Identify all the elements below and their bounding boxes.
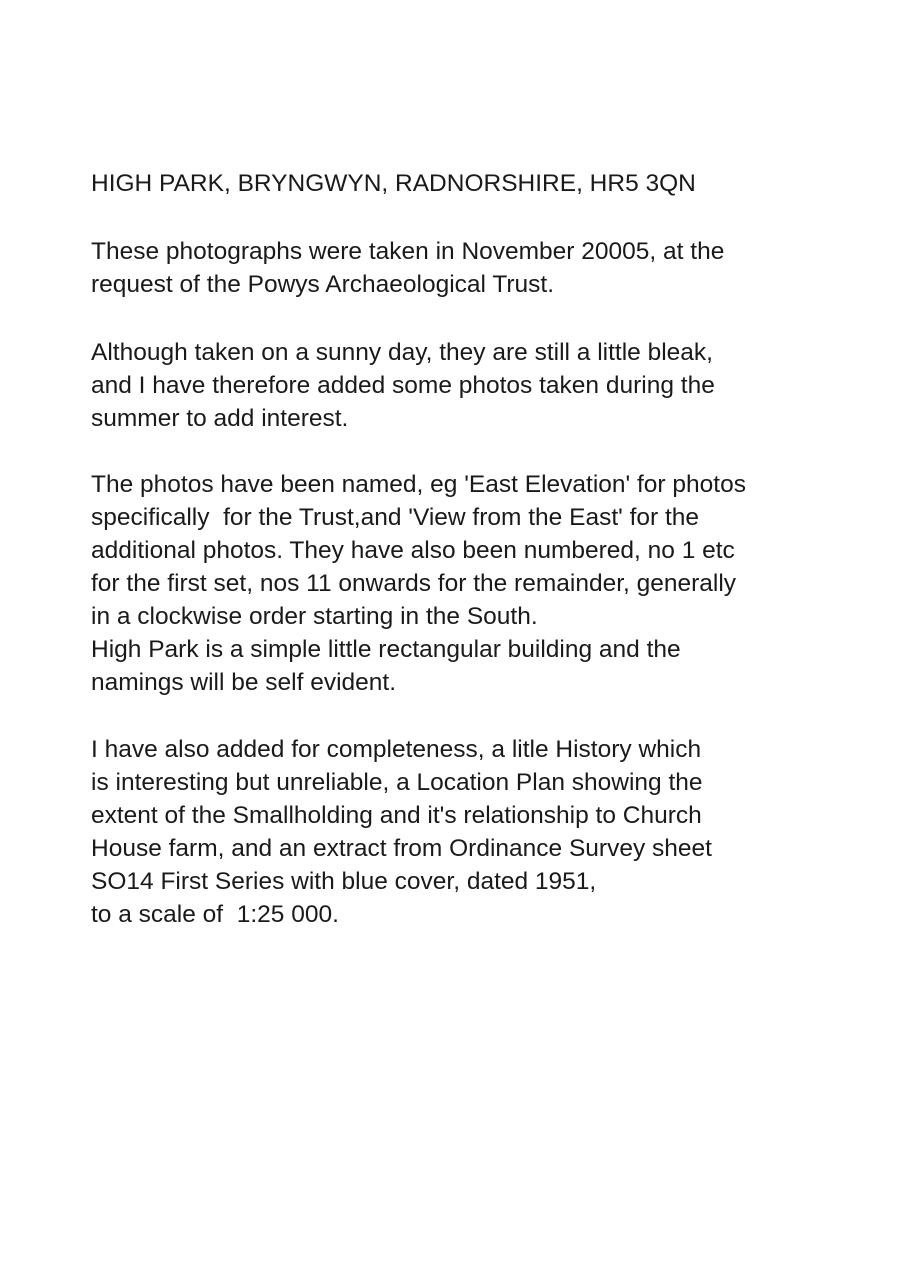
paragraph-2-line-3: summer to add interest. [91, 405, 349, 432]
paragraph-1-line-2: request of the Powys Archaeological Trust. [91, 271, 555, 298]
paragraph-2-line-1: Although taken on a sunny day, they are still a little bleak, [91, 339, 713, 366]
paragraph-3-line-5: in a clockwise order starting in the South. [91, 603, 538, 630]
paragraph-4-line-3: extent of the Smallholding and it's relationship to Church [91, 802, 702, 829]
paragraph-3-line-6: High Park is a simple little rectangular building and the [91, 636, 681, 663]
paragraph-2-line-2: and I have therefore added some photos taken during the [91, 372, 715, 399]
paragraph-3-line-1: The photos have been named, eg 'East Elevation' for photos [91, 471, 746, 498]
paragraph-4-line-6: to a scale of 1:25 000. [91, 901, 339, 928]
paragraph-4-line-2: is interesting but unreliable, a Location Plan showing the [91, 769, 703, 796]
paragraph-3-line-2: specifically for the Trust,and 'View from the East' for the [91, 504, 700, 531]
paragraph-3-line-7: namings will be self evident. [91, 669, 397, 696]
document-title: HIGH PARK, BRYNGWYN, RADNORSHIRE, HR5 3QN [91, 170, 696, 197]
paragraph-3-line-4: for the first set, nos 11 onwards for the remainder, generally [91, 570, 737, 597]
paragraph-1-line-1: These photographs were taken in November 20005, at the [91, 238, 725, 265]
paragraph-3-line-3: additional photos. They have also been numbered, no 1 etc [91, 537, 735, 564]
paragraph-4-line-4: House farm, and an extract from Ordinance Survey sheet [91, 835, 712, 862]
paragraph-4-line-5: SO14 First Series with blue cover, dated 1951, [91, 868, 597, 895]
paragraph-4-line-1: I have also added for completeness, a litle History which [91, 736, 702, 763]
